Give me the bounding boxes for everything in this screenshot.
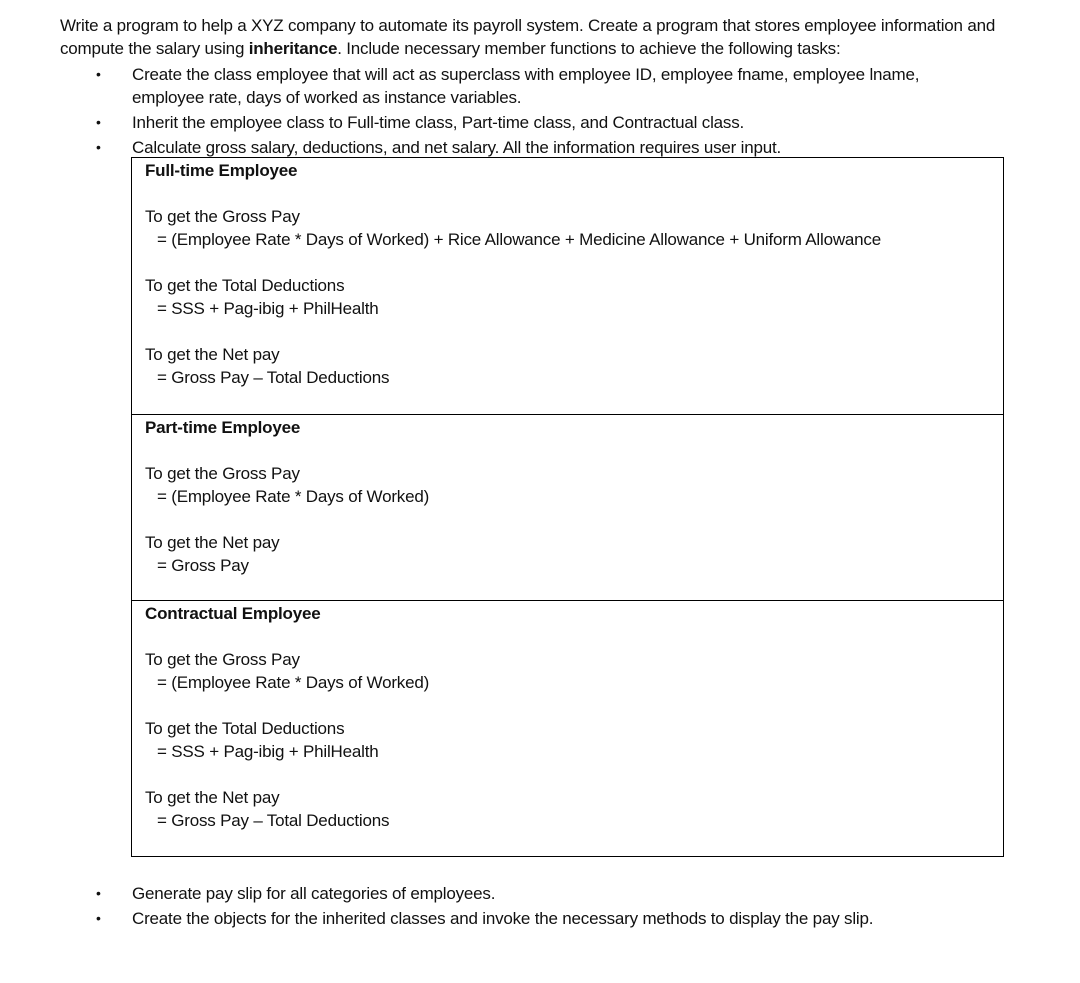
formula-label: To get the Gross Pay — [145, 650, 300, 669]
list-item-text: Inherit the employee class to Full-time class, Part-time class, and Contractual class. — [132, 113, 745, 132]
section-contractual — [132, 600, 1003, 855]
formula-item — [145, 717, 1003, 763]
formula-item — [145, 648, 1003, 694]
formula-expression: = Gross Pay — [157, 556, 249, 575]
formula-item — [145, 531, 1003, 577]
list-item — [0, 882, 992, 905]
formula-label: To get the Net pay — [145, 533, 280, 552]
task-list-top — [0, 63, 1080, 161]
formula-expression: = (Employee Rate * Days of Worked) — [157, 487, 430, 506]
intro-bold-term: inheritance — [248, 39, 338, 58]
formula-item — [145, 462, 1003, 508]
formula-item — [145, 205, 1003, 251]
bullet-icon: • — [96, 139, 101, 155]
formula-label: To get the Total Deductions — [145, 719, 345, 738]
bullet-icon: • — [96, 885, 101, 901]
list-item — [0, 63, 992, 109]
section-part-time — [132, 414, 1003, 601]
section-title: Full-time Employee — [145, 161, 298, 180]
formula-item — [145, 274, 1003, 320]
section-title: Part-time Employee — [145, 418, 301, 437]
section-full-time — [132, 158, 1003, 415]
formula-expression: = Gross Pay – Total Deductions — [157, 811, 390, 830]
formula-expression: = SSS + Pag-ibig + PhilHealth — [157, 742, 379, 761]
section-title: Contractual Employee — [145, 604, 321, 623]
list-item — [0, 111, 992, 134]
intro-paragraph — [60, 14, 1020, 60]
list-item-text: Generate pay slip for all categories of employees. — [132, 884, 496, 903]
formula-label: To get the Net pay — [145, 788, 280, 807]
intro-text-1: Write a program to help a XYZ company to automate its payroll system. Create a program that stores employee information and compute the salary using — [60, 16, 996, 58]
formula-table — [131, 157, 1004, 857]
formula-item — [145, 343, 1003, 389]
bullet-icon: • — [96, 114, 101, 130]
list-item — [0, 136, 992, 159]
formula-expression: = Gross Pay – Total Deductions — [157, 368, 390, 387]
formula-label: To get the Gross Pay — [145, 207, 300, 226]
formula-expression: = (Employee Rate * Days of Worked) — [157, 673, 430, 692]
formula-label: To get the Total Deductions — [145, 276, 345, 295]
list-item-text: Create the class employee that will act as superclass with employee ID, employee fname, employee lname, employee rate, days of worked as instance variables. — [132, 65, 920, 107]
bullet-icon: • — [96, 66, 101, 82]
list-item-text: Create the objects for the inherited classes and invoke the necessary methods to display the pay slip. — [132, 909, 874, 928]
formula-label: To get the Net pay — [145, 345, 280, 364]
formula-item — [145, 786, 1003, 832]
list-item — [0, 907, 992, 930]
bullet-icon: • — [96, 910, 101, 926]
task-list-bottom — [0, 882, 1080, 932]
formula-expression: = SSS + Pag-ibig + PhilHealth — [157, 299, 379, 318]
list-item-text: Calculate gross salary, deductions, and net salary. All the information requires user input. — [132, 138, 782, 157]
formula-label: To get the Gross Pay — [145, 464, 300, 483]
intro-text-2: . Include necessary member functions to achieve the following tasks: — [337, 39, 841, 58]
formula-expression: = (Employee Rate * Days of Worked) + Rice Allowance + Medicine Allowance + Uniform Allowance — [157, 230, 881, 249]
